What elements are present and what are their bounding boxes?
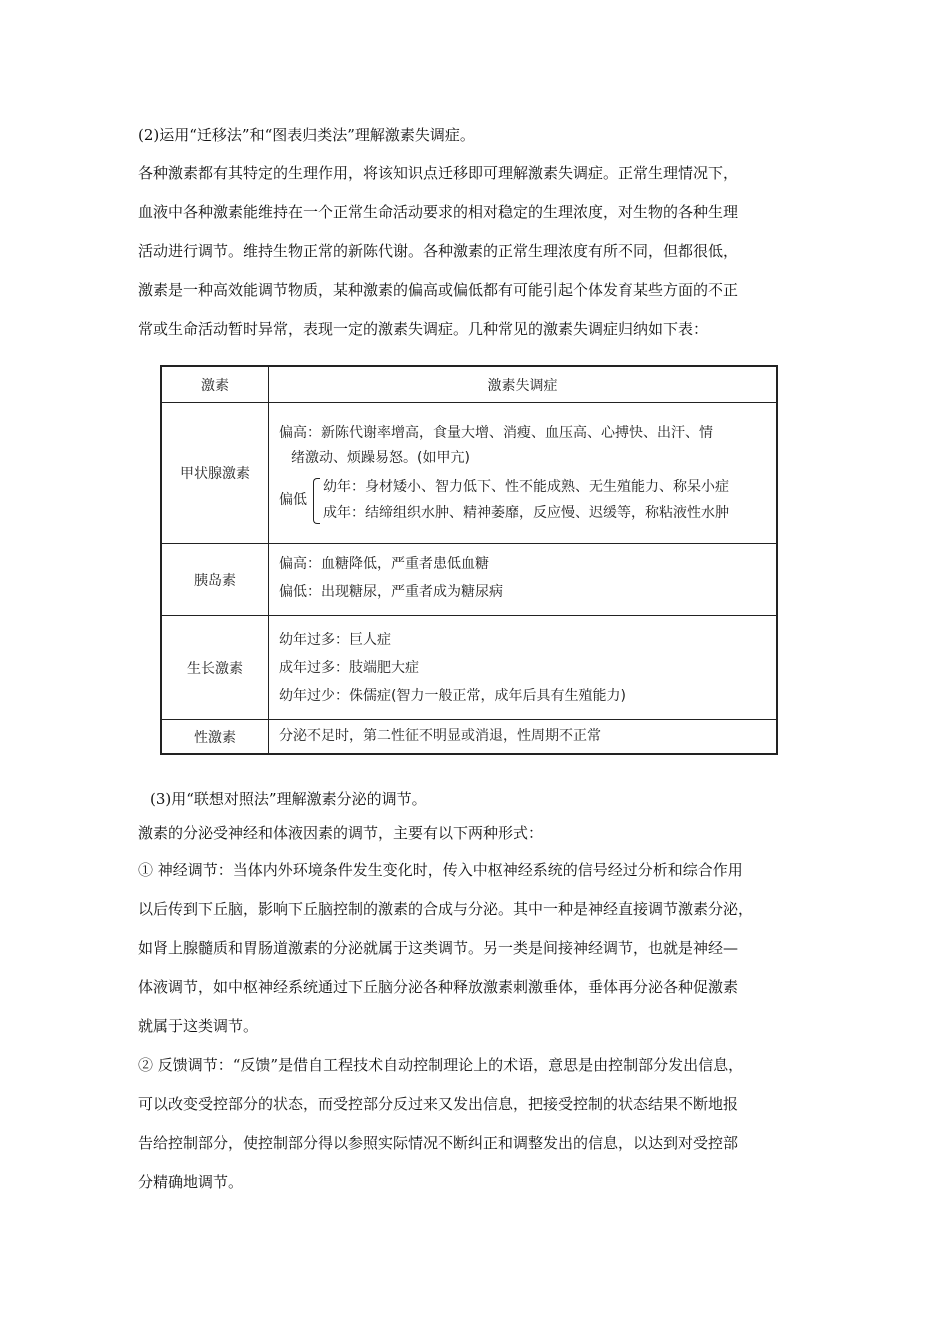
thyroid-name: 甲状腺激素 (162, 403, 269, 543)
section2-paragraph-line: 激素是一种高效能调节物质，某种激素的偏高或偏低都有可能引起个体发育某些方面的不正 (138, 281, 739, 299)
table-row-sex (162, 720, 776, 753)
thyroid-low-adult: 成年：结缔组织水肿、精神萎靡，反应慢、迟缓等，称粘液性水肿 (323, 505, 729, 521)
section2-paragraph-line: 血液中各种激素能维持在一个正常生命活动要求的相对稳定的生理浓度，对生物的各种生理 (138, 203, 739, 221)
thyroid-low-child: 幼年：身材矮小、智力低下、性不能成熟、无生殖能力、称呆小症 (323, 479, 729, 495)
thyroid-low-label: 偏低 (279, 492, 307, 508)
sex-name: 性激素 (162, 720, 269, 753)
thyroid-high-line2: 绪激动、烦躁易怒。(如甲亢) (291, 450, 470, 466)
header-hormone: 激素 (162, 367, 269, 402)
table-row-insulin (162, 544, 776, 616)
table-header-row (162, 367, 776, 403)
table-row-growth (162, 616, 776, 720)
thyroid-high-line1: 偏高：新陈代谢率增高，食量大增、消瘦、血压高、心搏快、出汗、情 (279, 425, 713, 441)
item1-line: 就属于这类调节。 (138, 1017, 259, 1035)
item1-line: 以后传到下丘脑，影响下丘脑控制的激素的合成与分泌。其中一种是神经直接调节激素分泌， (138, 900, 754, 918)
table-row-thyroid (162, 403, 776, 544)
section3-intro: 激素的分泌受神经和体液因素的调节，主要有以下两种形式： (138, 824, 544, 842)
growth-line2: 成年过多：肢端肥大症 (279, 660, 419, 676)
section3-heading: (3)用“联想对照法”理解激素分泌的调节。 (150, 790, 427, 808)
section2-paragraph-line: 常或生命活动暂时异常，表现一定的激素失调症。几种常见的激素失调症归纳如下表： (138, 320, 709, 338)
item2-line: 分精确地调节。 (138, 1173, 244, 1191)
brace-symbol (313, 478, 320, 524)
section2-paragraph-line: 各种激素都有其特定的生理作用，将该知识点迁移即可理解激素失调症。正常生理情况下， (138, 164, 739, 182)
hormone-disorder-table (160, 365, 778, 755)
item1-line: 如肾上腺髓质和胃肠道激素的分泌就属于这类调节。另一类是间接神经调节，也就是神经— (138, 939, 739, 957)
growth-line3: 幼年过少：侏儒症(智力一般正常，成年后具有生殖能力) (279, 688, 626, 704)
item2-line: 告给控制部分，使控制部分得以参照实际情况不断纠正和调整发出的信息，以达到对受控部 (138, 1134, 739, 1152)
item1-line: ① 神经调节：当体内外环境条件发生变化时，传入中枢神经系统的信号经过分析和综合作用 (138, 861, 743, 879)
insulin-low: 偏低：出现糖尿，严重者成为糖尿病 (279, 584, 503, 600)
insulin-name: 胰岛素 (162, 544, 269, 615)
sex-line1: 分泌不足时，第二性征不明显或消退，性周期不正常 (279, 728, 601, 744)
section2-paragraph-line: 活动进行调节。维持生物正常的新陈代谢。各种激素的正常生理浓度有所不同，但都很低， (138, 242, 739, 260)
growth-name: 生长激素 (162, 616, 269, 719)
header-disorder: 激素失调症 (487, 377, 558, 394)
insulin-high: 偏高：血糖降低，严重者患低血糖 (279, 556, 489, 572)
growth-line1: 幼年过多：巨人症 (279, 632, 391, 648)
item2-line: 可以改变受控部分的状态，而受控部分反过来又发出信息，把接受控制的状态结果不断地报 (138, 1095, 739, 1113)
item1-line: 体液调节，如中枢神经系统通过下丘脑分泌各种释放激素刺激垂体，垂体再分泌各种促激素 (138, 978, 739, 996)
item2-line: ② 反馈调节：“反馈”是借自工程技术自动控制理论上的术语，意思是由控制部分发出信息， (138, 1056, 744, 1074)
section2-heading: (2)运用“迁移法”和“图表归类法”理解激素失调症。 (138, 126, 475, 144)
